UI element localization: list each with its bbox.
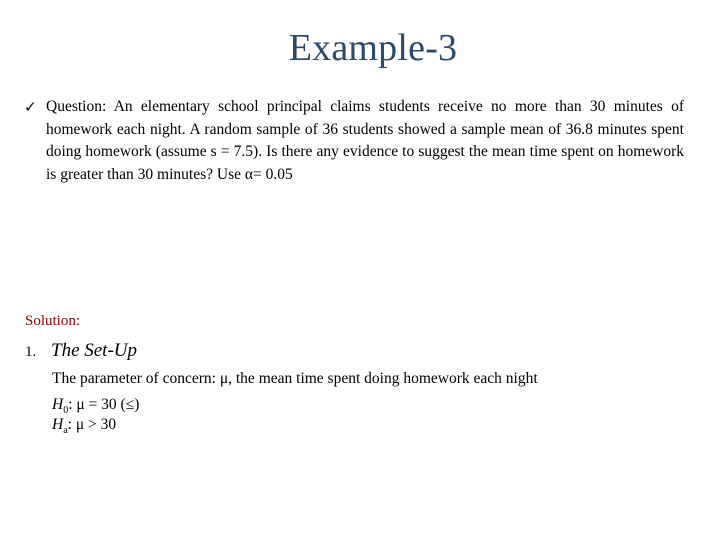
null-hypothesis-symbol: H — [52, 396, 64, 413]
null-hypothesis — [52, 396, 139, 416]
question-block — [24, 96, 684, 186]
alt-hypothesis-statement: : μ > 30 — [67, 416, 117, 433]
question-text: Question: An elementary school principal claims students receive no more than 30 minutes of homework each night. A random sample of 36 students showed a sample mean of 36.8 minutes spent doing homework (assume s = 7.5). Is there any evidence to suggest the mean time spent on homework is greater than 30 minutes? Use α= 0.05 — [46, 98, 684, 183]
null-hypothesis-statement: : μ = 30 (≤) — [68, 396, 140, 413]
solution-label: Solution: — [25, 313, 81, 329]
step-number: 1. — [25, 344, 37, 360]
alt-hypothesis-symbol: H — [52, 416, 64, 433]
checkmark-icon: ✓ — [24, 98, 37, 116]
slide-title: Example-3 — [288, 27, 458, 69]
null-hypothesis-subscript: 0 — [63, 405, 69, 417]
step-title: The Set-Up — [51, 340, 138, 361]
alt-hypothesis-subscript: a — [63, 425, 68, 437]
parameter-text: The parameter of concern: μ, the mean time spent doing homework each night — [52, 370, 538, 387]
alt-hypothesis — [52, 416, 116, 436]
step-heading — [25, 340, 137, 362]
